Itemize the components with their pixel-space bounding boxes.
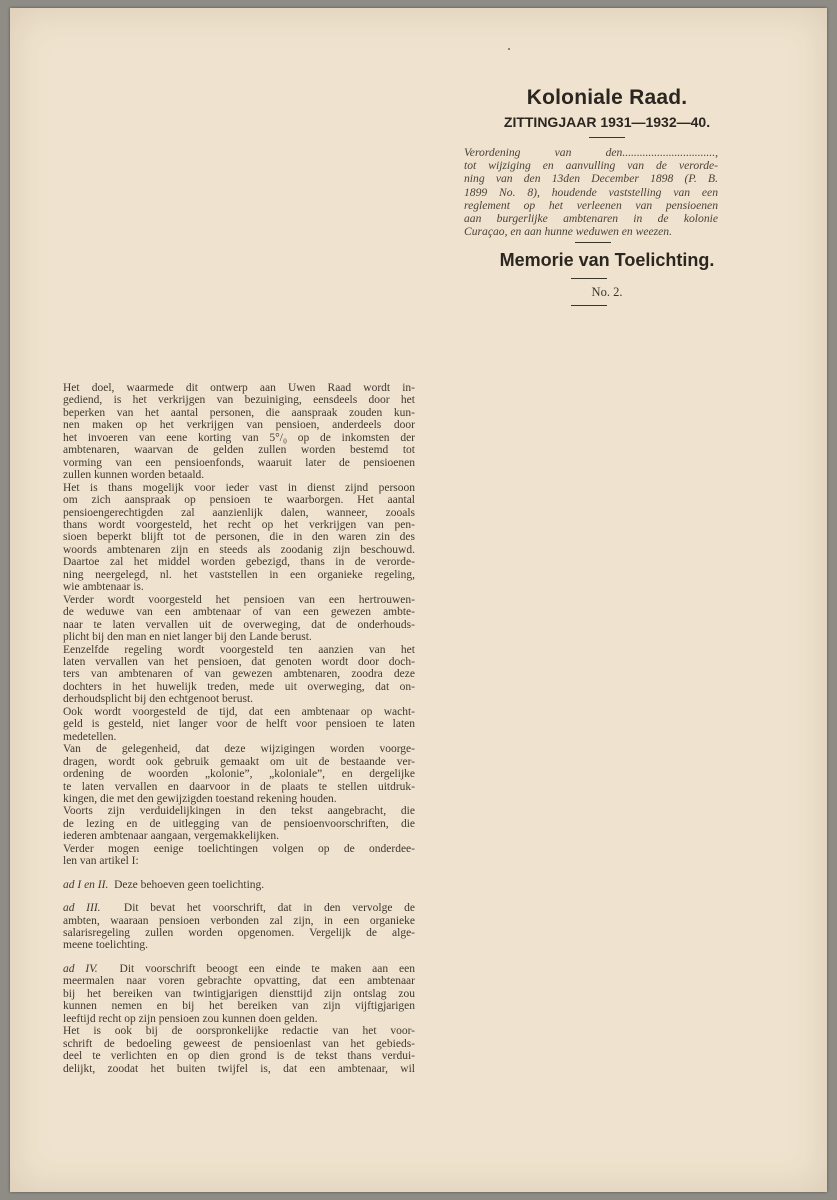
body-line: sioen beperkt blijft tot de personen, die in den waren zin des bbox=[63, 531, 415, 544]
body-line: derhoudsplicht bij den echtgenoot berust. bbox=[63, 693, 254, 706]
subject-line: tot wijziging en aanvulling van de verorde- bbox=[464, 159, 718, 173]
divider-rule bbox=[571, 278, 607, 279]
memorie-heading: Memorie van Toelichting. bbox=[499, 250, 715, 270]
body-line: pensioengerechtigden zal aanzienlijk dalen, wanneer, zooals bbox=[63, 506, 415, 519]
body-line: Ook wordt voorgesteld de tijd, dat een ambtenaar op wacht- bbox=[63, 705, 415, 718]
ad-line: kunnen nemen en bij het bereiken van zijn vijftigjarigen bbox=[63, 1000, 415, 1013]
ad-line: Dit bevat het voorschrift, dat in den vervolge de bbox=[123, 902, 415, 915]
body-line: Verder mogen eenige toelichtingen volgen op de onderdee- bbox=[63, 842, 415, 855]
ad-line: ambten, waaraan pensioen verbonden zal zijn, in een organieke bbox=[63, 914, 415, 927]
subject-line: reglement op het verleenen van pensioenen bbox=[464, 198, 718, 212]
body-line: dochters in het huwelijk treden, mede uit overweging, dat on- bbox=[63, 680, 415, 693]
body-line: Het is thans mogelijk voor ieder vast in dienst zijnd persoon bbox=[63, 481, 415, 494]
ad-line: delijkt, zoodat het buiten twijfel is, dat een ambtenaar, wil bbox=[63, 1062, 415, 1075]
body-line: ordening de woorden „kolonie”, „koloniale”, en dergelijke bbox=[63, 768, 415, 781]
ad-line: deel te verlichten en op dien grond is de tekst thans verdui- bbox=[63, 1050, 415, 1063]
subject-line: Verordening van den................................, bbox=[464, 146, 718, 159]
body-line: iederen ambtenaar aangaan, vergemakkelijken. bbox=[63, 830, 279, 843]
ad-line: Deze behoeven geen toelichting. bbox=[114, 878, 265, 891]
session-year: ZITTINGJAAR 1931—1932—40. bbox=[503, 114, 711, 130]
body-line: plicht bij den man en niet langer bij den Lande berust. bbox=[63, 631, 312, 644]
paper-speck bbox=[508, 48, 510, 50]
ad-label: ad III. bbox=[63, 902, 101, 915]
body-line: wie ambtenaar is. bbox=[63, 581, 144, 594]
subject-line: ning van den 13den December 1898 (P. B. bbox=[464, 172, 718, 186]
body-line: het invoeren van eene korting van 5°/₀ op de inkomsten der bbox=[63, 431, 415, 444]
body-line: geld is gesteld, niet langer voor de helft voor pensioen te laten bbox=[63, 718, 415, 731]
body-line: Eenzelfde regeling wordt voorgesteld ten aanzien van het bbox=[63, 643, 415, 656]
ad-line: leeftijd recht op zijn pensioen zou kunnen doen gelden. bbox=[63, 1012, 318, 1025]
ad-line: salarisregeling zullen worden opgenomen. Vergelijk de alge- bbox=[63, 927, 415, 940]
body-line: nen maken op het verkrijgen van pensioen, anderdeels door bbox=[63, 419, 415, 432]
body-line: ters van ambtenaren of van gewezen ambtenaren, zoodra deze bbox=[63, 668, 415, 681]
ad-line: bij het bereiken van twintigjarigen diensttijd zijn ontslag zou bbox=[63, 987, 415, 1000]
council-title: Koloniale Raad. bbox=[526, 86, 688, 109]
body-line: dragen, wordt ook gebruik gemaakt om uit de bestaande ver- bbox=[63, 755, 415, 768]
subject-line: Curaçao, en aan hunne weduwen en weezen. bbox=[464, 225, 673, 239]
body-line: Het doel, waarmede dit ontwerp aan Uwen Raad wordt in- bbox=[63, 382, 415, 394]
ad-section-1 bbox=[63, 879, 415, 891]
body-line: medetellen. bbox=[63, 730, 117, 743]
body-line: thans wordt voorgesteld, het recht op het verkrijgen van pen- bbox=[63, 518, 415, 531]
paragraph-gap bbox=[63, 868, 415, 879]
ad-section-2 bbox=[63, 902, 415, 914]
body-line: naar te laten vervallen uit de overweging, dat de onderhouds- bbox=[63, 618, 415, 631]
divider-rule bbox=[575, 242, 611, 243]
ordinance-subject bbox=[464, 146, 718, 238]
divider-rule bbox=[589, 137, 625, 138]
body-line: zullen kunnen worden betaald. bbox=[63, 469, 205, 482]
body-line: te laten vervallen en daarvoor in de plaats te stellen uitdruk- bbox=[63, 780, 415, 793]
ad-label: ad I en II. bbox=[63, 878, 109, 891]
subject-line: aan burgerlijke ambtenaren in de kolonie bbox=[464, 212, 718, 226]
ad-line: meermalen naar voren gebrachte opvatting, dat een ambtenaar bbox=[63, 975, 415, 988]
body-line: Daartoe zal het middel worden gebezigd, thans in de verorde- bbox=[63, 556, 415, 569]
body-line: ning neergelegd, nl. het vaststellen in een organieke regeling, bbox=[63, 568, 415, 581]
divider-rule bbox=[571, 305, 607, 306]
body-line: om zich aanspraak op pensioen te waarborgen. Het aantal bbox=[63, 494, 415, 507]
body-line: kingen, die met den gewijzigden toestand rekening houden. bbox=[63, 792, 337, 805]
body-line: ambtenaren, waarvan de gelden zullen worden bestemd tot bbox=[63, 444, 415, 457]
ad-line: meene toelichting. bbox=[63, 939, 148, 952]
body-line: gediend, is het verkrijgen van bezuiniging, eensdeels door het bbox=[63, 394, 415, 407]
body-line: woords ambtenaren zijn en steeds als zoodanig zijn beschouwd. bbox=[63, 543, 415, 556]
ad-line: schrift de bedoeling geweest de pensioenlast van het gebieds- bbox=[63, 1037, 415, 1050]
body-line: Van de gelegenheid, dat deze wijzigingen worden voorge- bbox=[63, 743, 415, 756]
body-line: Voorts zijn verduidelijkingen in den tekst aangebracht, die bbox=[63, 805, 415, 818]
ad-line: Dit voorschrift beoogt een einde te maken aan een bbox=[119, 962, 416, 975]
paragraph-gap bbox=[63, 891, 415, 902]
body-line: laten vervallen van het pensioen, dat genoten wordt door doch- bbox=[63, 655, 415, 668]
body-line: de lezing en de uitlegging van de pensioenvoorschriften, die bbox=[63, 817, 415, 830]
body-line: Verder wordt voorgesteld het pensioen van een hertrouwen- bbox=[63, 593, 415, 606]
paragraph-gap bbox=[63, 952, 415, 963]
subject-line: 1899 No. 8), houdende vaststelling van een bbox=[464, 185, 718, 199]
ad-line: Het is ook bij de oorspronkelijke redactie van het voor- bbox=[63, 1025, 415, 1038]
body-line: len van artikel I: bbox=[63, 855, 139, 868]
body-line: beperken van het aantal personen, die aanspraak zouden kun- bbox=[63, 406, 415, 419]
body-text bbox=[63, 382, 415, 1075]
ad-section-3 bbox=[63, 963, 415, 975]
document-number: No. 2. bbox=[591, 285, 623, 299]
body-line: de weduwe van een ambtenaar of van een gewezen ambte- bbox=[63, 606, 415, 619]
body-line: vorming van een pensioenfonds, waaruit later de pensioenen bbox=[63, 456, 415, 469]
ad-label: ad IV. bbox=[63, 962, 98, 975]
